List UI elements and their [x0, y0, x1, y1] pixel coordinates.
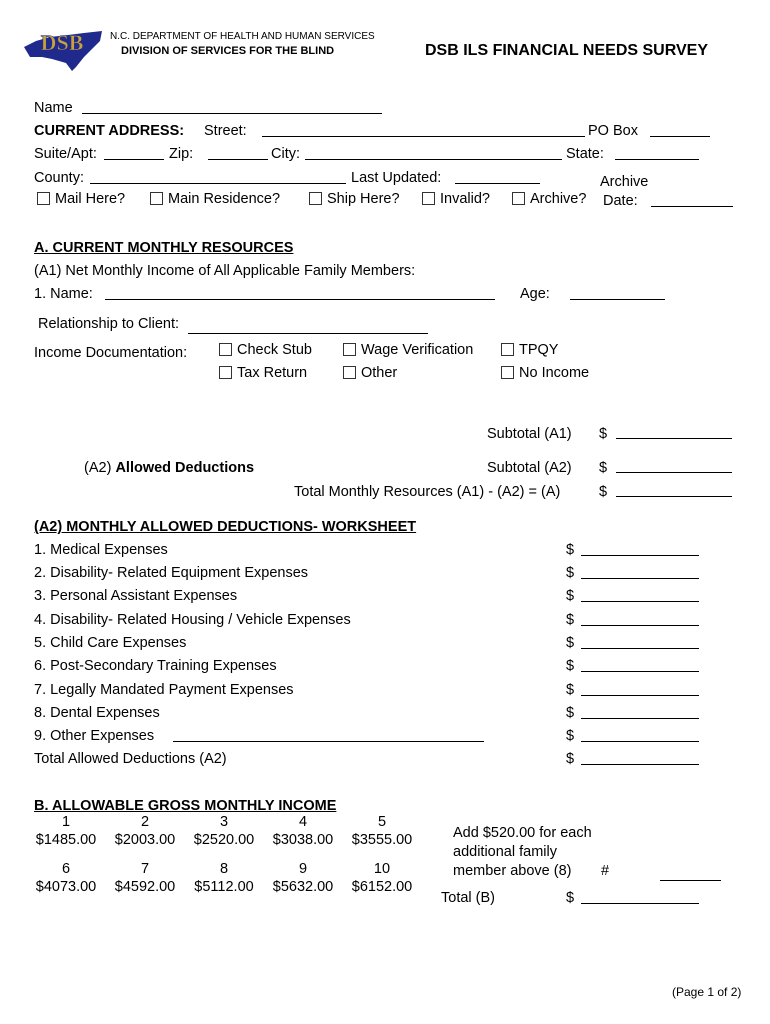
other-expenses-desc-field[interactable] [173, 741, 484, 742]
worksheet-item: 7. Legally Mandated Payment Expenses [34, 682, 294, 698]
household-size: 3 [219, 814, 229, 830]
suite-field[interactable] [104, 159, 164, 160]
member-name-label: 1. Name: [34, 286, 93, 302]
hash-label: # [601, 863, 610, 879]
po-box-label: PO Box [588, 123, 638, 139]
dollar-sign: $ [566, 565, 575, 581]
street-label: Street: [204, 123, 247, 139]
dental-expenses-field[interactable] [581, 718, 699, 719]
household-size: 9 [298, 861, 308, 877]
age-label: Age: [520, 286, 550, 302]
check-stub-label: Check Stub [237, 342, 312, 358]
archive-label: Archive [600, 174, 649, 190]
add-note-line1: Add $520.00 for each [453, 825, 592, 841]
legal-payment-field[interactable] [581, 695, 699, 696]
total-b-field[interactable] [581, 903, 699, 904]
invalid-label: Invalid? [440, 191, 490, 207]
a1-label: (A1) Net Monthly Income of All Applicable Family Members: [34, 263, 416, 279]
suite-label: Suite/Apt: [34, 146, 97, 162]
income-limit: $6152.00 [351, 879, 413, 895]
zip-field[interactable] [208, 159, 268, 160]
ship-here-checkbox[interactable] [309, 192, 322, 205]
mail-here-checkbox[interactable] [37, 192, 50, 205]
main-residence-label: Main Residence? [168, 191, 281, 207]
archive-q-label: Archive? [530, 191, 587, 207]
state-field[interactable] [615, 159, 699, 160]
total-b-dollar: $ [566, 890, 575, 906]
tax-return-label: Tax Return [237, 365, 308, 381]
income-limit: $2520.00 [193, 832, 255, 848]
income-limit: $3038.00 [272, 832, 334, 848]
income-limit: $5112.00 [194, 879, 254, 895]
dept-name: N.C. DEPARTMENT OF HEALTH AND HUMAN SERVICES [110, 31, 375, 42]
other-checkbox[interactable] [343, 366, 356, 379]
last-updated-label: Last Updated: [351, 170, 442, 186]
total-resources-label: Total Monthly Resources (A1) - (A2) = (A) [294, 484, 561, 500]
zip-label: Zip: [169, 146, 194, 162]
dollar-sign: $ [566, 542, 575, 558]
worksheet-total-label: Total Allowed Deductions (A2) [34, 751, 227, 767]
wage-verification-label: Wage Verification [361, 342, 474, 358]
county-field[interactable] [90, 183, 346, 184]
income-limit: $2003.00 [114, 832, 176, 848]
worksheet-item: 3. Personal Assistant Expenses [34, 588, 238, 604]
no-income-checkbox[interactable] [501, 366, 514, 379]
household-size: 8 [219, 861, 229, 877]
archive-date-label: Date: [603, 193, 638, 209]
tax-return-checkbox[interactable] [219, 366, 232, 379]
subtotal-a2-dollar: $ [599, 460, 608, 476]
income-limit: $4073.00 [35, 879, 97, 895]
household-size: 4 [298, 814, 308, 830]
equipment-expenses-field[interactable] [581, 578, 699, 579]
dollar-sign: $ [566, 612, 575, 628]
tpqy-checkbox[interactable] [501, 343, 514, 356]
a2-label: Allowed Deductions [115, 460, 255, 476]
logo-text: DSB [40, 30, 84, 55]
street-field[interactable] [262, 136, 585, 137]
personal-assistant-field[interactable] [581, 601, 699, 602]
worksheet-item: 4. Disability- Related Housing / Vehicle Expenses [34, 612, 351, 628]
dollar-sign: $ [566, 635, 575, 651]
total-resources-field[interactable] [616, 496, 732, 497]
worksheet-item: 2. Disability- Related Equipment Expenses [34, 565, 309, 581]
post-secondary-field[interactable] [581, 671, 699, 672]
income-doc-label: Income Documentation: [34, 345, 188, 361]
section-b-title: B. ALLOWABLE GROSS MONTHLY INCOME [34, 798, 337, 814]
income-limit: $3555.00 [351, 832, 413, 848]
current-address-label: CURRENT ADDRESS: [34, 123, 185, 139]
main-residence-checkbox[interactable] [150, 192, 163, 205]
household-size: 10 [373, 861, 391, 877]
relationship-label: Relationship to Client: [38, 316, 180, 332]
no-income-label: No Income [519, 365, 590, 381]
name-field[interactable] [82, 113, 382, 114]
other-expenses-field[interactable] [581, 741, 699, 742]
section-a-title: A. CURRENT MONTHLY RESOURCES [34, 240, 294, 256]
wage-verification-checkbox[interactable] [343, 343, 356, 356]
household-size: 7 [140, 861, 150, 877]
dollar-sign: $ [566, 705, 575, 721]
county-label: County: [34, 170, 84, 186]
subtotal-a1-label: Subtotal (A1) [487, 426, 572, 442]
total-b-label: Total (B) [441, 890, 495, 906]
household-size: 2 [140, 814, 150, 830]
child-care-field[interactable] [581, 648, 699, 649]
dollar-sign: $ [566, 682, 575, 698]
total-resources-dollar: $ [599, 484, 608, 500]
dollar-sign: $ [566, 588, 575, 604]
worksheet-item: 5. Child Care Expenses [34, 635, 187, 651]
subtotal-a2-field[interactable] [616, 472, 732, 473]
add-note-line2: additional family [453, 844, 557, 860]
subtotal-a1-field[interactable] [616, 438, 732, 439]
relationship-field[interactable] [188, 333, 428, 334]
check-stub-checkbox[interactable] [219, 343, 232, 356]
subtotal-a2-label: Subtotal (A2) [487, 460, 572, 476]
ship-here-label: Ship Here? [327, 191, 400, 207]
tpqy-label: TPQY [519, 342, 559, 358]
page-number: (Page 1 of 2) [672, 985, 742, 999]
medical-expenses-field[interactable] [581, 555, 699, 556]
last-updated-field[interactable] [455, 183, 540, 184]
subtotal-a1-dollar: $ [599, 426, 608, 442]
age-field[interactable] [570, 299, 665, 300]
add-note-line3: member above (8) [453, 863, 572, 879]
worksheet-item: 6. Post-Secondary Training Expenses [34, 658, 277, 674]
page-title: DSB ILS FINANCIAL NEEDS SURVEY [425, 42, 709, 59]
housing-vehicle-field[interactable] [581, 625, 699, 626]
archive-date-field[interactable] [651, 206, 733, 207]
total-deductions-field[interactable] [581, 764, 699, 765]
dollar-sign: $ [566, 751, 575, 767]
city-field[interactable] [305, 159, 562, 160]
dsb-logo-nc-map-icon [22, 27, 104, 73]
income-limit: $4592.00 [114, 879, 176, 895]
archive-checkbox[interactable] [512, 192, 525, 205]
state-label: State: [566, 146, 604, 162]
additional-members-field[interactable] [660, 880, 721, 881]
member-name-field[interactable] [105, 299, 495, 300]
household-size: 5 [377, 814, 387, 830]
income-limit: $1485.00 [35, 832, 97, 848]
division-name: DIVISION OF SERVICES FOR THE BLIND [121, 45, 335, 57]
city-label: City: [271, 146, 300, 162]
worksheet-item: 8. Dental Expenses [34, 705, 160, 721]
worksheet-title: (A2) MONTHLY ALLOWED DEDUCTIONS- WORKSHEET [34, 519, 417, 535]
worksheet-item: 9. Other Expenses [34, 728, 155, 744]
household-size: 1 [61, 814, 71, 830]
income-limit: $5632.00 [272, 879, 334, 895]
household-size: 6 [61, 861, 71, 877]
invalid-checkbox[interactable] [422, 192, 435, 205]
a2-prefix: (A2) [84, 460, 112, 476]
other-label: Other [361, 365, 398, 381]
mail-here-label: Mail Here? [55, 191, 126, 207]
dollar-sign: $ [566, 658, 575, 674]
worksheet-item: 1. Medical Expenses [34, 542, 168, 558]
po-box-field[interactable] [650, 136, 710, 137]
a2-deductions-label [84, 461, 254, 476]
dollar-sign: $ [566, 728, 575, 744]
name-label: Name [34, 100, 73, 116]
